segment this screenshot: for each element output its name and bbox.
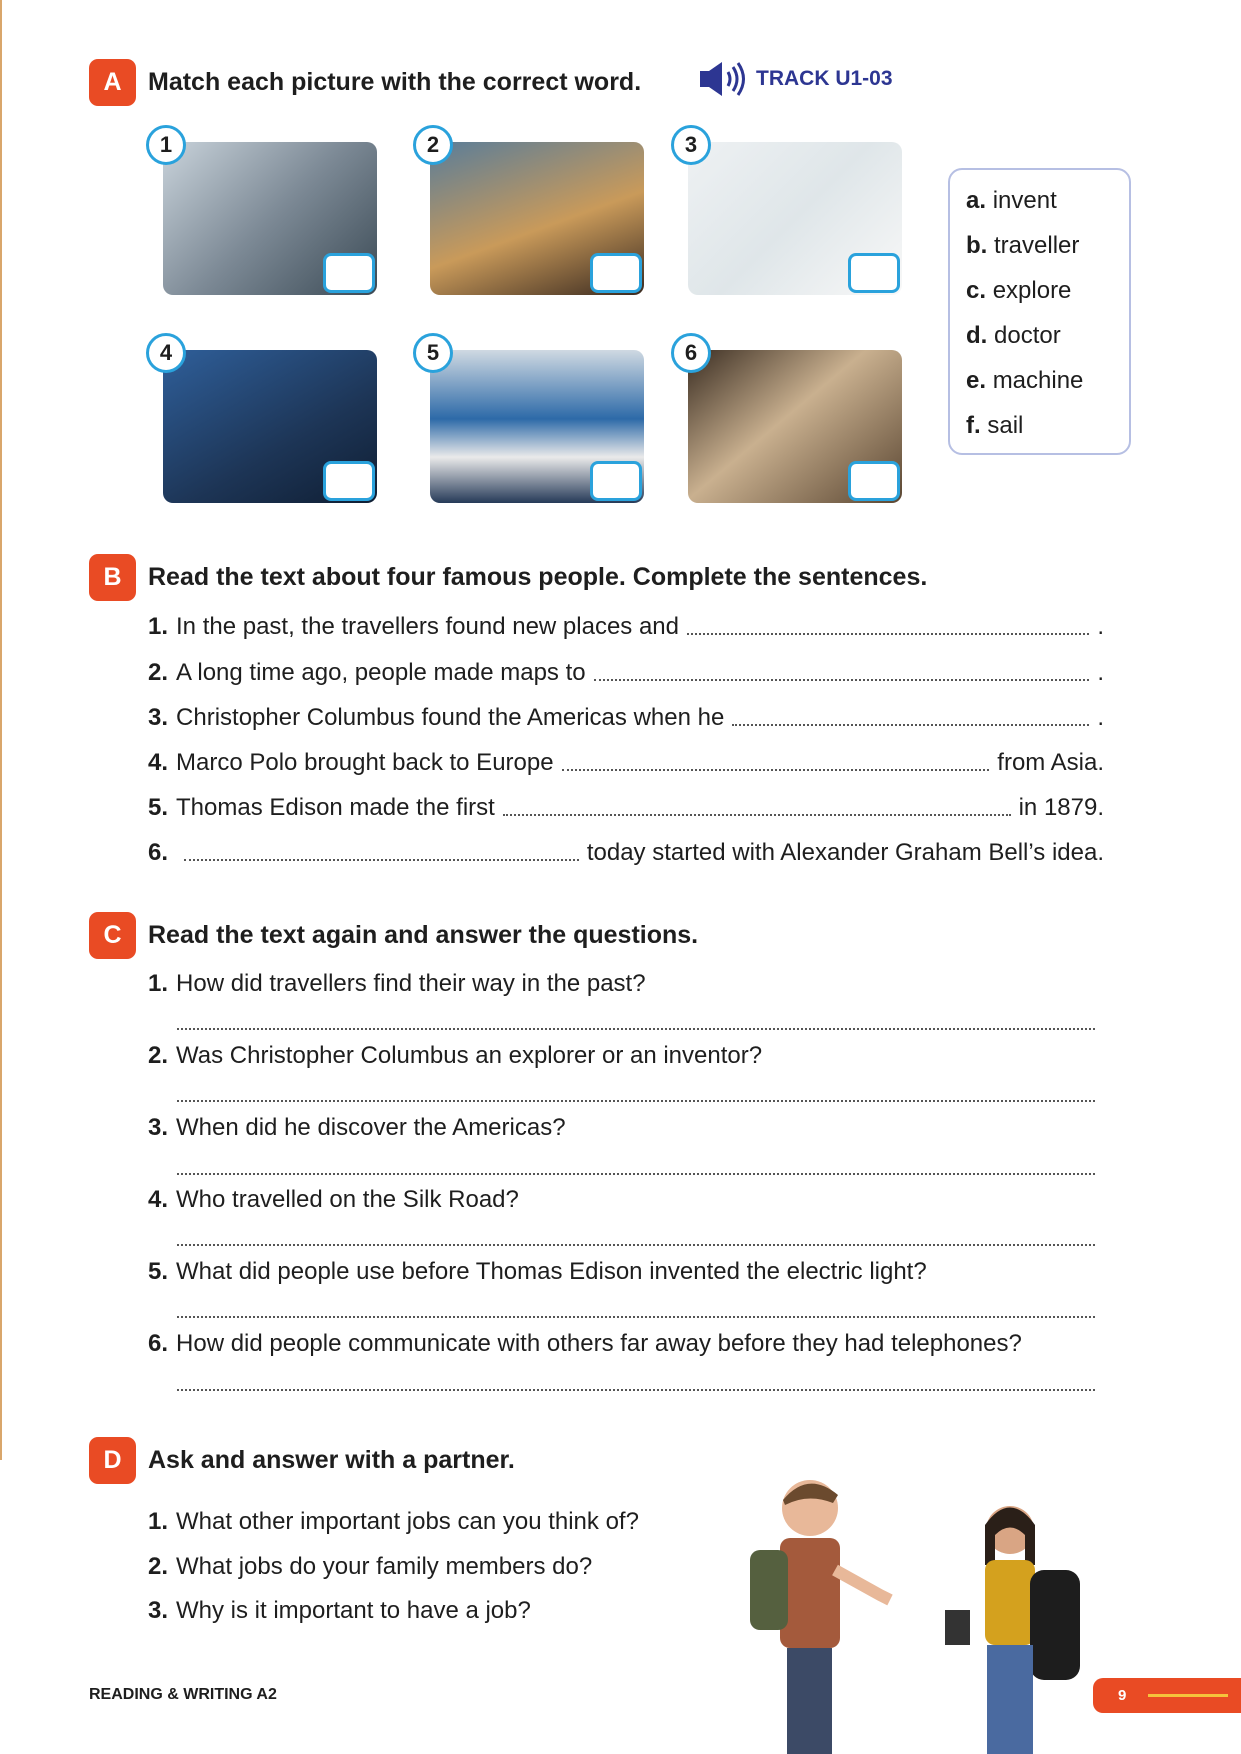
picture-number: 2 [413,125,453,165]
sentence-item: 3. Christopher Columbus found the Americas when he . [148,704,1104,731]
picture-doctor [688,142,902,295]
book-title: READING & WRITING A2 [89,1686,277,1703]
speaker-icon [698,60,748,98]
word-a: a. invent [966,187,1057,214]
answer-blank[interactable] [503,814,1011,816]
answer-box[interactable] [590,253,642,293]
word-b: b. traveller [966,232,1080,259]
answer-blank[interactable] [732,724,1089,726]
discussion-question: 2. What jobs do your family members do? [148,1553,593,1580]
question: 6. How did people communicate with others far away before they had telephones? [148,1330,1022,1357]
sentence-item: 2. A long time ago, people made maps to . [148,659,1104,686]
question: 2. Was Christopher Columbus an explorer or an inventor? [148,1042,763,1069]
sentence-item: 5. Thomas Edison made the first in 1879. [148,794,1104,821]
picture-number: 3 [671,125,711,165]
picture-traveller-airport [430,142,644,295]
word-bank [948,168,1131,455]
word-c: c. explore [966,277,1072,304]
track-label: TRACK U1-03 [756,67,893,90]
answer-blank[interactable] [562,769,990,771]
answer-line[interactable] [177,1244,1095,1246]
section-c-badge: C [89,912,136,959]
picture-robot-arms [163,142,377,295]
picture-number: 5 [413,333,453,373]
picture-number: 1 [146,125,186,165]
picture-sailing [430,350,644,503]
section-a-badge: A [89,59,136,106]
answer-box[interactable] [590,461,642,501]
question: 1. How did travellers find their way in the past? [148,970,646,997]
answer-blank[interactable] [184,859,579,861]
sentence-item: 1. In the past, the travellers found new places and . [148,613,1104,640]
answer-box[interactable] [323,461,375,501]
question: 4. Who travelled on the Silk Road? [148,1186,519,1213]
answer-box[interactable] [323,253,375,293]
page-edge [0,0,2,1460]
question: 5. What did people use before Thomas Edison invented the electric light? [148,1258,927,1285]
section-d-badge: D [89,1437,136,1484]
sentence-item: 6. today started with Alexander Graham Bell’s idea. [148,839,1104,866]
sentence-item: 4. Marco Polo brought back to Europe from Asia. [148,749,1104,776]
section-a-instruction: Match each picture with the correct word. [148,68,642,96]
question: 3. When did he discover the Americas? [148,1114,566,1141]
student-boy-illustration [725,1470,905,1754]
answer-blank[interactable] [687,633,1089,635]
student-girl-illustration [935,1495,1095,1754]
section-d-instruction: Ask and answer with a partner. [148,1446,515,1474]
page-number: 9 [1118,1687,1127,1704]
picture-engineers [163,350,377,503]
discussion-question: 3. Why is it important to have a job? [148,1597,531,1624]
section-b-badge: B [89,554,136,601]
answer-box[interactable] [848,253,900,293]
discussion-question: 1. What other important jobs can you think of? [148,1508,639,1535]
section-c-instruction: Read the text again and answer the questions. [148,921,699,949]
answer-blank[interactable] [594,679,1090,681]
word-d: d. doctor [966,322,1061,349]
section-b-instruction: Read the text about four famous people. Complete the sentences. [148,563,928,591]
answer-line[interactable] [177,1100,1095,1102]
picture-cave-explorer [688,350,902,503]
answer-line[interactable] [177,1316,1095,1318]
page-number-tab [1093,1678,1241,1713]
word-e: e. machine [966,367,1084,394]
answer-line[interactable] [177,1389,1095,1391]
answer-line[interactable] [177,1173,1095,1175]
word-f: f. sail [966,412,1024,439]
audio-track-button[interactable] [698,60,893,98]
answer-line[interactable] [177,1028,1095,1030]
picture-number: 6 [671,333,711,373]
answer-box[interactable] [848,461,900,501]
picture-number: 4 [146,333,186,373]
